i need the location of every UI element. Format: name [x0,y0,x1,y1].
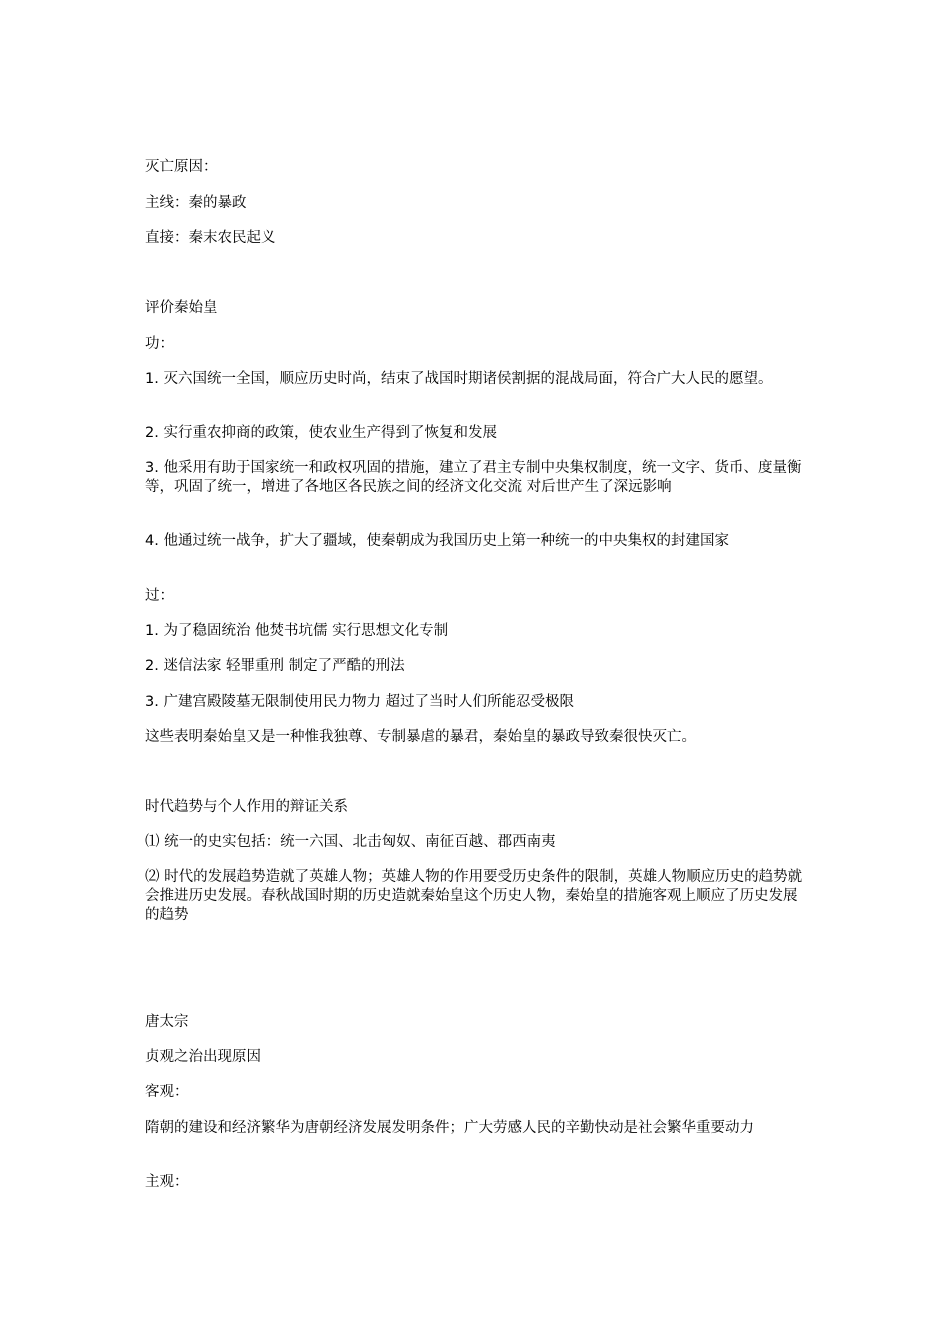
qin-fall-main-line: 主线：秦的暴政 [145,195,247,211]
evaluate-conclusion: 这些表明秦始皇又是一种惟我独尊、专制暴虐的暴君，秦始皇的暴政导致秦很快灭亡。 [145,729,696,745]
objective-label: 客观： [145,1084,189,1100]
merit-item-2: 2. 实行重农抑商的政策，使农业生产得到了恢复和发展 [145,425,497,441]
objective-text: 隋朝的建设和经济繁华为唐朝经济发展发明条件；广大劳感人民的辛勤快动是社会繁华重要动力 [145,1120,754,1136]
subjective-label: 主观： [145,1174,189,1190]
fault-item-3: 3. 广建宫殿陵墓无限制使用民力物力 超过了当时人们所能忍受极限 [145,694,575,710]
dialectic-point-1: ⑴ 统一的史实包括：统一六国、北击匈奴、南征百越、郡西南夷 [145,834,556,850]
qin-fall-heading: 灭亡原因： [145,159,218,175]
tang-heading: 唐太宗 [145,1014,189,1030]
merit-item-4: 4. 他通过统一战争，扩大了疆域，使秦朝成为我国历史上第一种统一的中央集权的封建国家 [145,533,729,549]
fault-item-2: 2. 迷信法家 轻罪重刑 制定了严酷的刑法 [145,658,405,674]
dialectic-point-2: ⑵ 时代的发展趋势造就了英雄人物；英雄人物的作用要受历史条件的限制，英雄人物顺应历史的趋势就会推进历史发展。春秋战国时期的历史造就秦始皇这个历史人物，秦始皇的措施客观上顺应了历史发展的趋势 [145,869,803,923]
dialectic-heading: 时代趋势与个人作用的辩证关系 [145,799,348,815]
merit-item-3: 3. 他采用有助于国家统一和政权巩固的措施，建立了君主专制中央集权制度，统一文字、货币、度量衡等，巩固了统一，增进了各地区各民族之间的经济文化交流 对后世产生了深远影响 [145,460,802,495]
evaluate-heading: 评价秦始皇 [145,300,218,316]
merit-item-1: 1. 灭六国统一全国，顺应历史时尚，结束了战国时期诸侯割据的混战局面，符合广大人民的愿望。 [145,371,773,387]
fault-item-1: 1. 为了稳固统治 他焚书坑儒 实行思想文化专制 [145,623,449,639]
merits-label: 功： [145,336,174,352]
faults-label: 过： [145,588,174,604]
qin-fall-direct: 直接：秦末农民起义 [145,230,276,246]
tang-subheading: 贞观之治出现原因 [145,1049,261,1065]
